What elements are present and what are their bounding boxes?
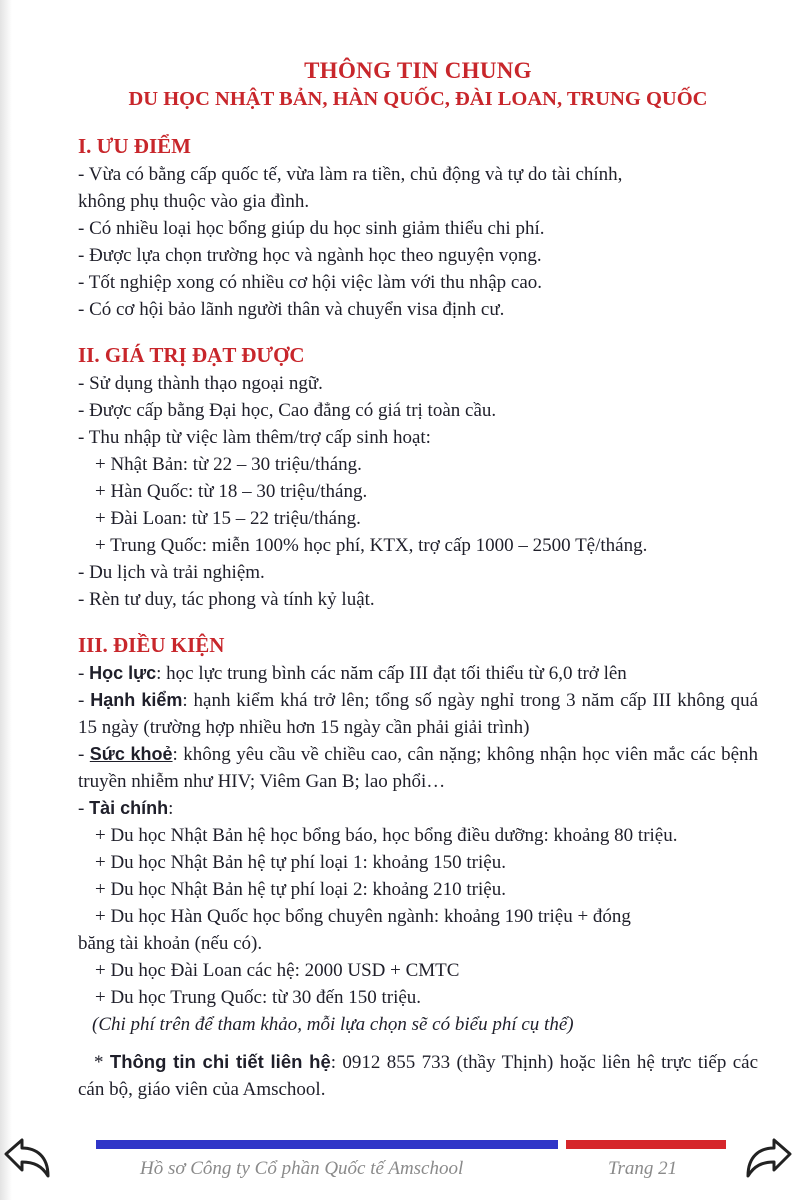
condition-conduct-label: Hạnh kiểm <box>90 690 183 710</box>
value-line: - Thu nhập từ việc làm thêm/trợ cấp sinh hoạt: <box>78 427 431 448</box>
value-subline: + Hàn Quốc: từ 18 – 30 triệu/tháng. <box>95 481 368 502</box>
footer-page-number: Trang 21 <box>608 1158 678 1179</box>
finance-line: + Du học Hàn Quốc học bổng chuyên ngành: khoảng 190 triệu + đóng <box>95 906 631 927</box>
condition-academic-text: : học lực trung bình các năm cấp III đạt tối thiểu từ 6,0 trở lên <box>156 663 627 684</box>
value-subline: + Đài Loan: từ 15 – 22 triệu/tháng. <box>95 508 361 529</box>
finance-line: + Du học Nhật Bản hệ tự phí loại 2: khoảng 210 triệu. <box>95 879 506 900</box>
footer-company: Hồ sơ Công ty Cổ phần Quốc tế Amschool <box>140 1158 464 1179</box>
advantage-line: - Tốt nghiệp xong có nhiều cơ hội việc làm với thu nhập cao. <box>78 272 543 293</box>
advantage-line: - Được lựa chọn trường học và ngành học theo nguyện vọng. <box>78 245 542 266</box>
condition-health-text: : không yêu cầu về chiều cao, cân nặng; không nhận học viên mắc các bệnh truyền nhiễm như HIV; Viêm Gan B; lao phổi… <box>78 744 758 792</box>
condition-finance-label: Tài chính <box>89 798 169 818</box>
value-line: - Được cấp bằng Đại học, Cao đẳng có giá trị toàn cầu. <box>78 400 497 421</box>
finance-note: (Chi phí trên để tham khảo, mỗi lựa chọn sẽ có biểu phí cụ thể) <box>92 1014 574 1035</box>
condition-health-label: Sức khoẻ <box>89 744 173 764</box>
contact-info <box>78 1048 758 1103</box>
condition-health: - Sức khoẻ: không yêu cầu về chiều cao, cân nặng; không nhận học viên mắc các bệnh truyền nhiễm như HIV; Viêm Gan B; lao phổi… <box>78 744 758 792</box>
contact-label: Thông tin chi tiết liên hệ <box>109 1051 331 1072</box>
finance-line: + Du học Nhật Bản hệ học bổng báo, học bổng điều dưỡng: khoảng 80 triệu. <box>95 825 678 846</box>
page-subtitle: DU HỌC NHẬT BẢN, HÀN QUỐC, ĐÀI LOAN, TRUNG QUỐC <box>128 88 708 110</box>
footer-bar-blue <box>96 1140 558 1149</box>
condition-academic-label: Học lực <box>89 663 157 683</box>
condition-conduct: - Hạnh kiểm: hạnh kiểm khá trở lên; tổng số ngày nghỉ trong 3 năm cấp III không quá 15 ngày (trường hợp nhiều hơn 15 ngày cần phải giải trình) <box>78 690 759 738</box>
section-heading-advantages: I. ƯU ĐIỂM <box>78 134 191 158</box>
value-line: - Sử dụng thành thạo ngoại ngữ. <box>78 373 323 394</box>
advantage-line: - Có cơ hội bảo lãnh người thân và chuyển visa định cư. <box>78 299 505 320</box>
finance-line: + Du học Trung Quốc: từ 30 đến 150 triệu. <box>95 987 422 1008</box>
condition-finance-colon: : <box>168 798 174 819</box>
value-subline: + Trung Quốc: miễn 100% học phí, KTX, trợ cấp 1000 – 2500 Tệ/tháng. <box>95 535 648 556</box>
contact-text: : 0912 855 733 (thầy Thịnh) hoặc liên hệ trực tiếp các cán bộ, giáo viên của Amschool. <box>78 1052 759 1100</box>
value-subline: + Nhật Bản: từ 22 – 30 triệu/tháng. <box>95 454 362 475</box>
value-line: - Rèn tư duy, tác phong và tính kỷ luật. <box>78 589 375 610</box>
condition-finance: - Tài chính: <box>78 798 174 819</box>
forward-arrow-icon[interactable] <box>740 1132 796 1188</box>
footer-bar-red <box>566 1140 726 1149</box>
condition-academic: - Học lực: học lực trung bình các năm cấp III đạt tối thiểu từ 6,0 trở lên <box>78 663 627 684</box>
page-title: THÔNG TIN CHUNG <box>304 58 532 83</box>
document-page <box>78 56 758 1103</box>
value-line: - Du lịch và trải nghiệm. <box>78 562 265 583</box>
advantage-line: không phụ thuộc vào gia đình. <box>78 191 310 212</box>
condition-conduct-text: : hạnh kiểm khá trở lên; tổng số ngày nghỉ trong 3 năm cấp III không quá 15 ngày (trường hợp nhiều hơn 15 ngày cần phải giải trình) <box>78 690 759 738</box>
page-edge-shadow <box>0 0 12 1200</box>
section-heading-conditions: III. ĐIỀU KIỆN <box>78 633 225 657</box>
finance-line: + Du học Đài Loan các hệ: 2000 USD + CMTC <box>95 960 460 981</box>
contact-prefix: * <box>94 1052 110 1073</box>
advantage-line: - Vừa có bằng cấp quốc tế, vừa làm ra tiền, chủ động và tự do tài chính, <box>78 164 623 185</box>
finance-line: + Du học Nhật Bản hệ tự phí loại 1: khoảng 150 triệu. <box>95 852 506 873</box>
advantage-line: - Có nhiều loại học bổng giúp du học sinh giảm thiểu chi phí. <box>78 218 545 239</box>
section-heading-values: II. GIÁ TRỊ ĐẠT ĐƯỢC <box>78 343 305 367</box>
finance-line: băng tài khoản (nếu có). <box>78 933 263 954</box>
back-arrow-icon[interactable] <box>0 1132 56 1188</box>
